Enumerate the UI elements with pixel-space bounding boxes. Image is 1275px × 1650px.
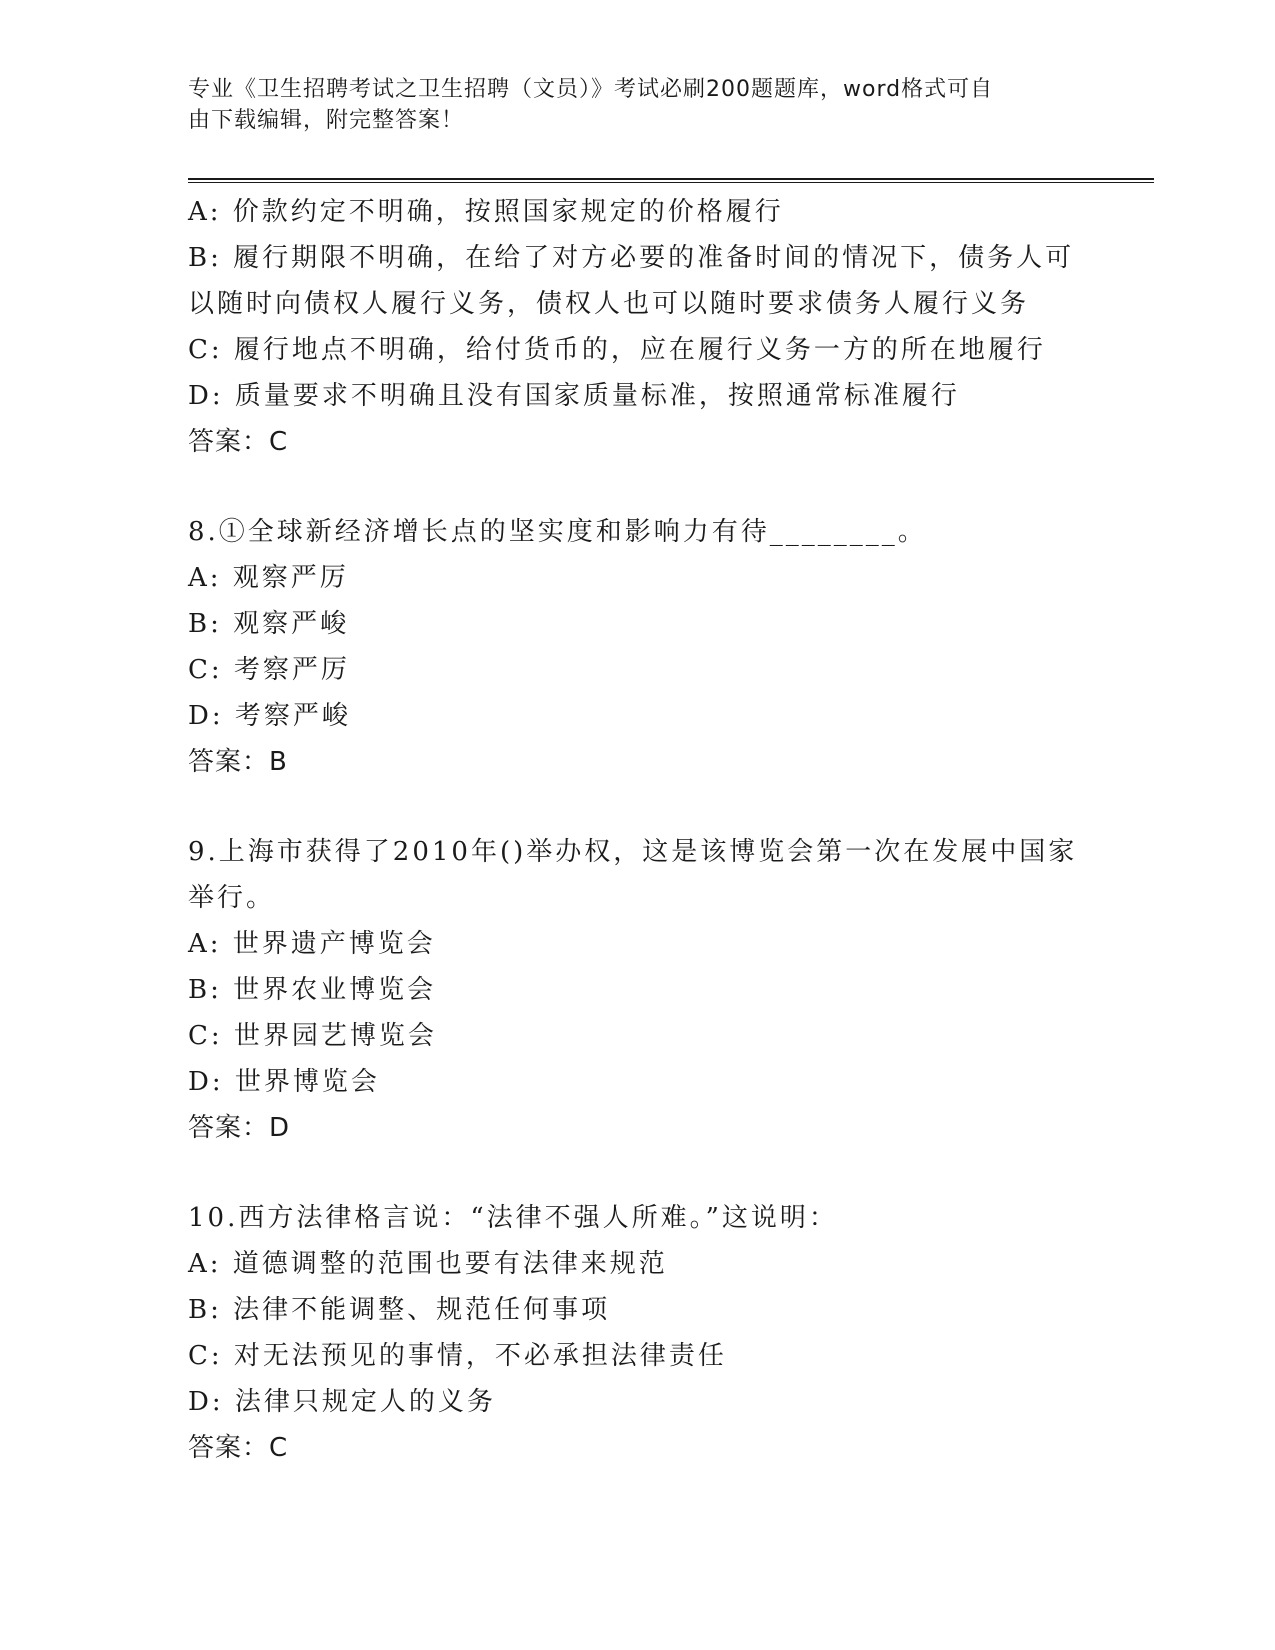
question-stem-line-2: 举行。 (188, 883, 276, 913)
question-8 (188, 509, 1088, 785)
option-c: C: 世界园艺博览会 (188, 1021, 437, 1051)
option-c: C: 履行地点不明确，给付货币的，应在履行义务一方的所在地履行 (188, 335, 1046, 365)
option-b-line-2: 以随时向债权人履行义务，债权人也可以随时要求债务人履行义务 (188, 289, 1030, 319)
option-d: D: 考察严峻 (188, 701, 351, 731)
option-b: B: 世界农业博览会 (188, 975, 437, 1005)
option-a: A: 价款约定不明确，按照国家规定的价格履行 (188, 197, 784, 227)
option-d: D: 法律只规定人的义务 (188, 1387, 496, 1417)
header-rule-thin (188, 182, 1154, 183)
spacer (188, 465, 1088, 509)
option-b: B: 法律不能调整、规范任何事项 (188, 1295, 611, 1325)
answer: 答案：C (188, 1433, 289, 1463)
question-stem: 8.①全球新经济增长点的坚实度和影响力有待________。 (188, 517, 927, 547)
option-b: B: 观察严峻 (188, 609, 350, 639)
option-b-line-1: B: 履行期限不明确，在给了对方必要的准备时间的情况下，债务人可 (188, 243, 1075, 273)
question-7 (188, 189, 1088, 465)
question-9 (188, 829, 1088, 1151)
option-a: A: 世界遗产博览会 (188, 929, 436, 959)
spacer (188, 785, 1088, 829)
answer: 答案：D (188, 1113, 291, 1143)
question-10 (188, 1195, 1088, 1471)
answer: 答案：B (188, 747, 288, 777)
header-line-2: 由下载编辑，附完整答案！ (188, 108, 465, 133)
option-a: A: 观察严厉 (188, 563, 349, 593)
option-d: D: 质量要求不明确且没有国家质量标准，按照通常标准履行 (188, 381, 960, 411)
question-stem: 10.西方法律格言说：“法律不强人所难。”这说明： (188, 1203, 838, 1233)
option-c: C: 对无法预见的事情，不必承担法律责任 (188, 1341, 727, 1371)
spacer (188, 1151, 1088, 1195)
question-list (188, 189, 1088, 1471)
option-a: A: 道德调整的范围也要有法律来规范 (188, 1249, 668, 1279)
question-stem-line-1: 9.上海市获得了2010年()举办权，这是该博览会第一次在发展中国家 (188, 837, 1078, 867)
answer: 答案：C (188, 427, 289, 457)
header-rule-thick (188, 178, 1154, 180)
option-d: D: 世界博览会 (188, 1067, 380, 1097)
header-line-1: 专业《卫生招聘考试之卫生招聘（文员）》考试必刷200题题库，word格式可自 (188, 77, 994, 102)
document-header (188, 74, 1078, 136)
option-c: C: 考察严厉 (188, 655, 350, 685)
